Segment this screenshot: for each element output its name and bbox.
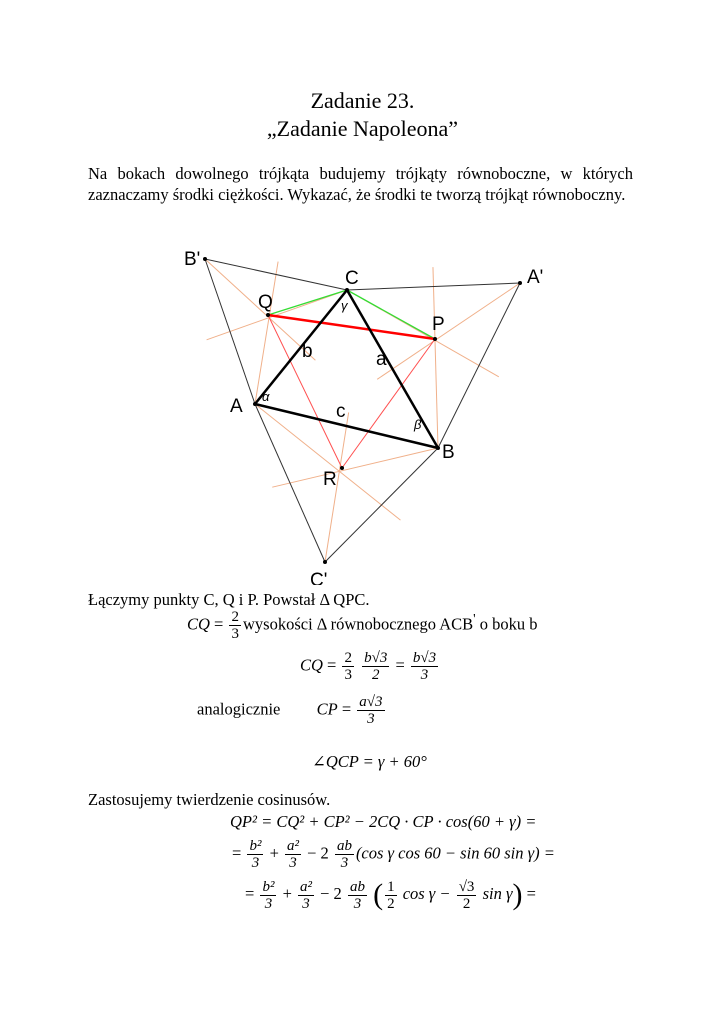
segment-rp bbox=[342, 339, 435, 468]
fraction-a2 bbox=[285, 838, 301, 871]
formula-cq-definition: CQ = $\frac{2}{3}$ wysokości Δ równobocznego ACB' o boku b bbox=[187, 609, 538, 642]
equation-tail: (cos γ cos 60 − sin 60 sin γ) = bbox=[355, 843, 555, 863]
fraction-ab bbox=[348, 879, 367, 912]
frac-num: 1 bbox=[387, 878, 395, 895]
label-alpha: α bbox=[262, 389, 270, 404]
label-side-a: a bbox=[376, 349, 387, 370]
frac-den: 3 bbox=[420, 667, 429, 683]
median-line bbox=[377, 283, 520, 379]
fraction-half bbox=[385, 879, 397, 912]
edge-ap-b bbox=[438, 283, 520, 448]
frac-den: 3 bbox=[289, 855, 297, 871]
side-a bbox=[347, 290, 438, 448]
frac-num: a² bbox=[287, 838, 299, 854]
point-bp bbox=[203, 257, 207, 261]
median-line bbox=[433, 267, 438, 448]
label-beta: β bbox=[414, 417, 422, 432]
segment-cq bbox=[268, 290, 347, 315]
label-c-prime: C' bbox=[310, 570, 328, 585]
frac-num: b² bbox=[262, 878, 275, 895]
label-r: R bbox=[323, 469, 337, 490]
fraction-2 bbox=[362, 650, 389, 683]
frac-num: b√3 bbox=[364, 650, 388, 666]
equation-line-3: = $\frac{\text{b²}}{3}$ + $\frac{\text{a²}}{3}$ − 2 $\frac{ab}{3}$ ( $\frac{1}{2}$ cos γ − $\frac{√3}{2}$ sin γ) = bbox=[245, 878, 536, 912]
formula-lhs: CQ bbox=[300, 655, 323, 675]
frac-den: 3 bbox=[340, 855, 349, 871]
fraction-b2 bbox=[260, 879, 276, 912]
label-a-prime: A' bbox=[527, 267, 544, 288]
title-line-1: Zadanie 23. bbox=[310, 88, 415, 113]
fraction-two-thirds bbox=[229, 609, 241, 642]
median-line bbox=[272, 448, 438, 487]
fraction-a2 bbox=[298, 879, 314, 912]
problem-statement: Na bokach dowolnego trójkąta budujemy trójkąty równoboczne, w których zaznaczamy środki ciężkości. Wykazać, że środki te tworzą trójkąt równoboczny. bbox=[88, 164, 633, 204]
frac-num: √3 bbox=[458, 878, 475, 895]
frac-den: 3 bbox=[264, 895, 273, 912]
fraction-1 bbox=[342, 650, 354, 683]
point-a bbox=[253, 402, 257, 406]
frac-den: 2 bbox=[371, 667, 380, 683]
frac-den: 3 bbox=[251, 855, 260, 871]
point-r bbox=[340, 466, 344, 470]
label-analogicznie: analogicznie bbox=[197, 699, 281, 719]
edge-a-bp bbox=[205, 259, 255, 404]
segment-qp bbox=[268, 315, 435, 339]
equation-line-2: = $\frac{\text{b²}}{3}$ + $\frac{\text{a²}}{3}$ − 2 $\frac{ab}{3}$ (cos γ cos 60 − sin 60 sin γ) = bbox=[232, 838, 555, 871]
formula-text: wysokości Δ równobocznego ACB bbox=[242, 614, 474, 634]
frac-num: a² bbox=[300, 878, 312, 895]
label-side-c: c bbox=[336, 401, 346, 422]
frac-num: a√3 bbox=[359, 694, 383, 710]
frac-den: 3 bbox=[302, 895, 310, 912]
frac-den: 3 bbox=[231, 626, 239, 642]
frac-num: b² bbox=[249, 838, 262, 854]
edge-bp-c bbox=[205, 259, 347, 290]
frac-den: 3 bbox=[367, 711, 375, 727]
frac-num: ab bbox=[349, 878, 365, 895]
napoleon-figure bbox=[0, 240, 725, 585]
fraction-3 bbox=[411, 650, 438, 683]
point-ap bbox=[518, 281, 522, 285]
edge-cp-a bbox=[255, 404, 325, 562]
frac-num: ab bbox=[336, 838, 352, 854]
segment-qr bbox=[268, 315, 342, 468]
label-gamma: γ bbox=[341, 298, 348, 313]
point-b bbox=[436, 446, 440, 450]
edge-b-cp bbox=[325, 448, 438, 562]
fraction-sqrt3-half bbox=[457, 879, 477, 912]
formula-cp-value: analogicznie CP = $\frac{a√3}{3}$ bbox=[197, 694, 383, 727]
formula-angle-qcp: ∠QCP = γ + 60° bbox=[312, 752, 427, 771]
point-q bbox=[266, 313, 270, 317]
median-line bbox=[255, 262, 278, 404]
label-side-b: b bbox=[302, 341, 313, 362]
label-c: C bbox=[345, 268, 359, 289]
formula-cq-value: CQ = $\frac{2}{3}$ $\frac{b√3}{2}$ = $\frac{b√3}{3}$ bbox=[300, 650, 437, 683]
label-a: A bbox=[230, 396, 243, 417]
prime-mark: ' bbox=[473, 610, 476, 626]
fraction-cp bbox=[357, 694, 384, 727]
label-b-prime: B' bbox=[184, 249, 201, 270]
frac-num: 2 bbox=[344, 650, 352, 666]
frac-den: 3 bbox=[353, 895, 362, 912]
label-p: P bbox=[432, 314, 445, 335]
text-cosine-theorem: Zastosujemy twierdzenie cosinusów. bbox=[88, 790, 331, 809]
point-cp bbox=[323, 560, 327, 564]
label-q: Q bbox=[258, 292, 273, 313]
frac-den: 2 bbox=[462, 895, 471, 912]
text-connect-points: Łączymy punkty C, Q i P. Powstał Δ QPC. bbox=[88, 590, 370, 609]
point-p bbox=[433, 337, 437, 341]
formula-lhs: CP bbox=[316, 699, 338, 719]
frac-num: b√3 bbox=[412, 650, 437, 666]
frac-num: 2 bbox=[231, 609, 239, 625]
formula-tail: o boku b bbox=[479, 614, 538, 634]
label-b: B bbox=[442, 442, 455, 463]
formula-lhs: CQ bbox=[187, 614, 210, 634]
title-line-2: „Zadanie Napoleona” bbox=[266, 116, 459, 141]
fraction-ab bbox=[335, 838, 354, 871]
equation-line-1: QP² = CQ² + CP² − 2CQ · CP · cos(60 + γ) = bbox=[230, 812, 537, 831]
frac-den: 2 bbox=[387, 895, 395, 912]
frac-den: 3 bbox=[344, 667, 352, 683]
fraction-b2 bbox=[247, 838, 263, 871]
